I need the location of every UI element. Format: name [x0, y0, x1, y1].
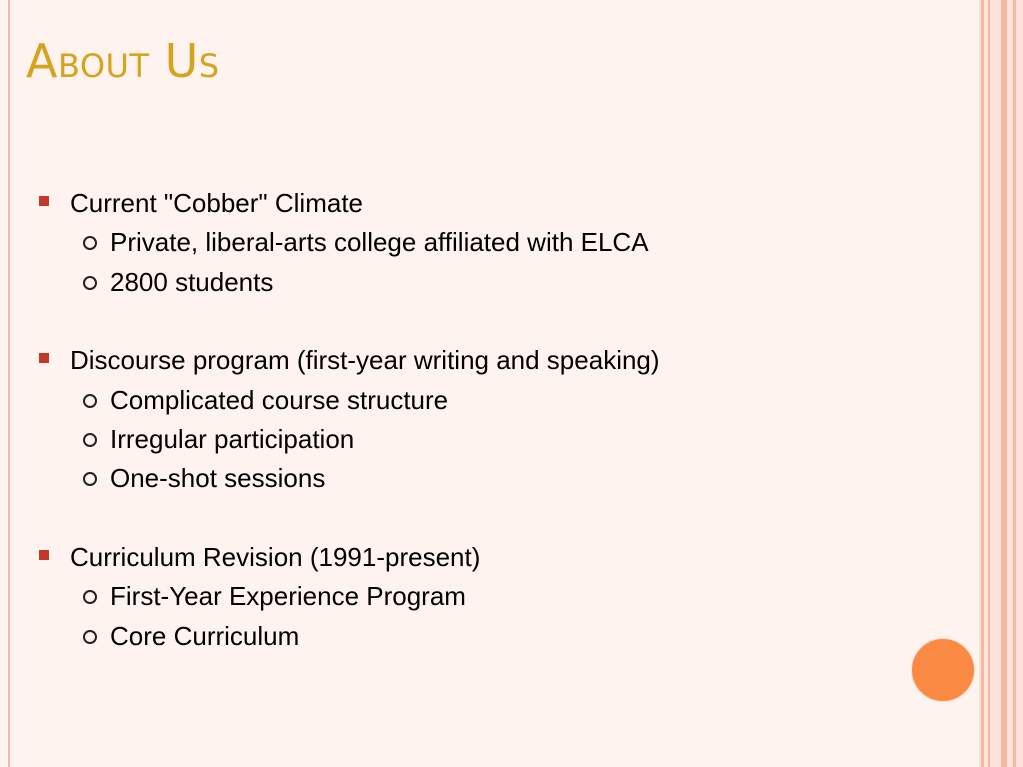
bullet-item [38, 184, 963, 223]
sub-bullet-item [38, 381, 963, 420]
orange-circle-icon [912, 639, 974, 701]
sub-bullet-item [38, 420, 963, 459]
bullet-text: Curriculum Revision (1991-present) [70, 541, 481, 572]
sub-bullet-item [38, 577, 963, 616]
square-bullet-icon [39, 353, 49, 363]
sub-bullet-text: Core Curriculum [110, 620, 300, 651]
square-bullet-icon [39, 550, 49, 560]
sub-bullet-text: Complicated course structure [110, 384, 449, 415]
bullet-text: Discourse program (first-year writing and speaking) [70, 345, 660, 376]
left-border-line [8, 0, 10, 767]
hollow-circle-bullet-icon [83, 590, 97, 604]
hollow-circle-bullet-icon [83, 630, 97, 644]
hollow-circle-bullet-icon [83, 276, 97, 290]
sub-bullet-text: Irregular participation [110, 424, 355, 455]
right-stripe [1013, 0, 1016, 767]
bullet-item [38, 538, 963, 577]
sub-bullet-item [38, 223, 963, 262]
hollow-circle-bullet-icon [83, 394, 97, 408]
right-stripe [988, 0, 990, 767]
hollow-circle-bullet-icon [83, 472, 97, 486]
sub-bullet-text: 2800 students [110, 266, 274, 297]
sub-bullet-item [38, 617, 963, 656]
sub-bullet-text: First-Year Experience Program [110, 581, 466, 612]
sub-bullet-item [38, 263, 963, 302]
sub-bullet-text: One-shot sessions [110, 463, 326, 494]
spacer [38, 302, 963, 341]
right-stripe [981, 0, 984, 767]
bullet-text: Current "Cobber" Climate [70, 188, 364, 218]
square-bullet-icon [39, 196, 49, 206]
hollow-circle-bullet-icon [83, 236, 97, 250]
hollow-circle-bullet-icon [83, 433, 97, 447]
bullet-item [38, 341, 963, 380]
spacer [38, 499, 963, 538]
slide-content [38, 184, 963, 656]
sub-bullet-item [38, 459, 963, 498]
slide-title: About Us [26, 34, 220, 88]
sub-bullet-text: Private, liberal-arts college affiliated with ELCA [110, 227, 649, 258]
right-stripe [1001, 0, 1007, 767]
